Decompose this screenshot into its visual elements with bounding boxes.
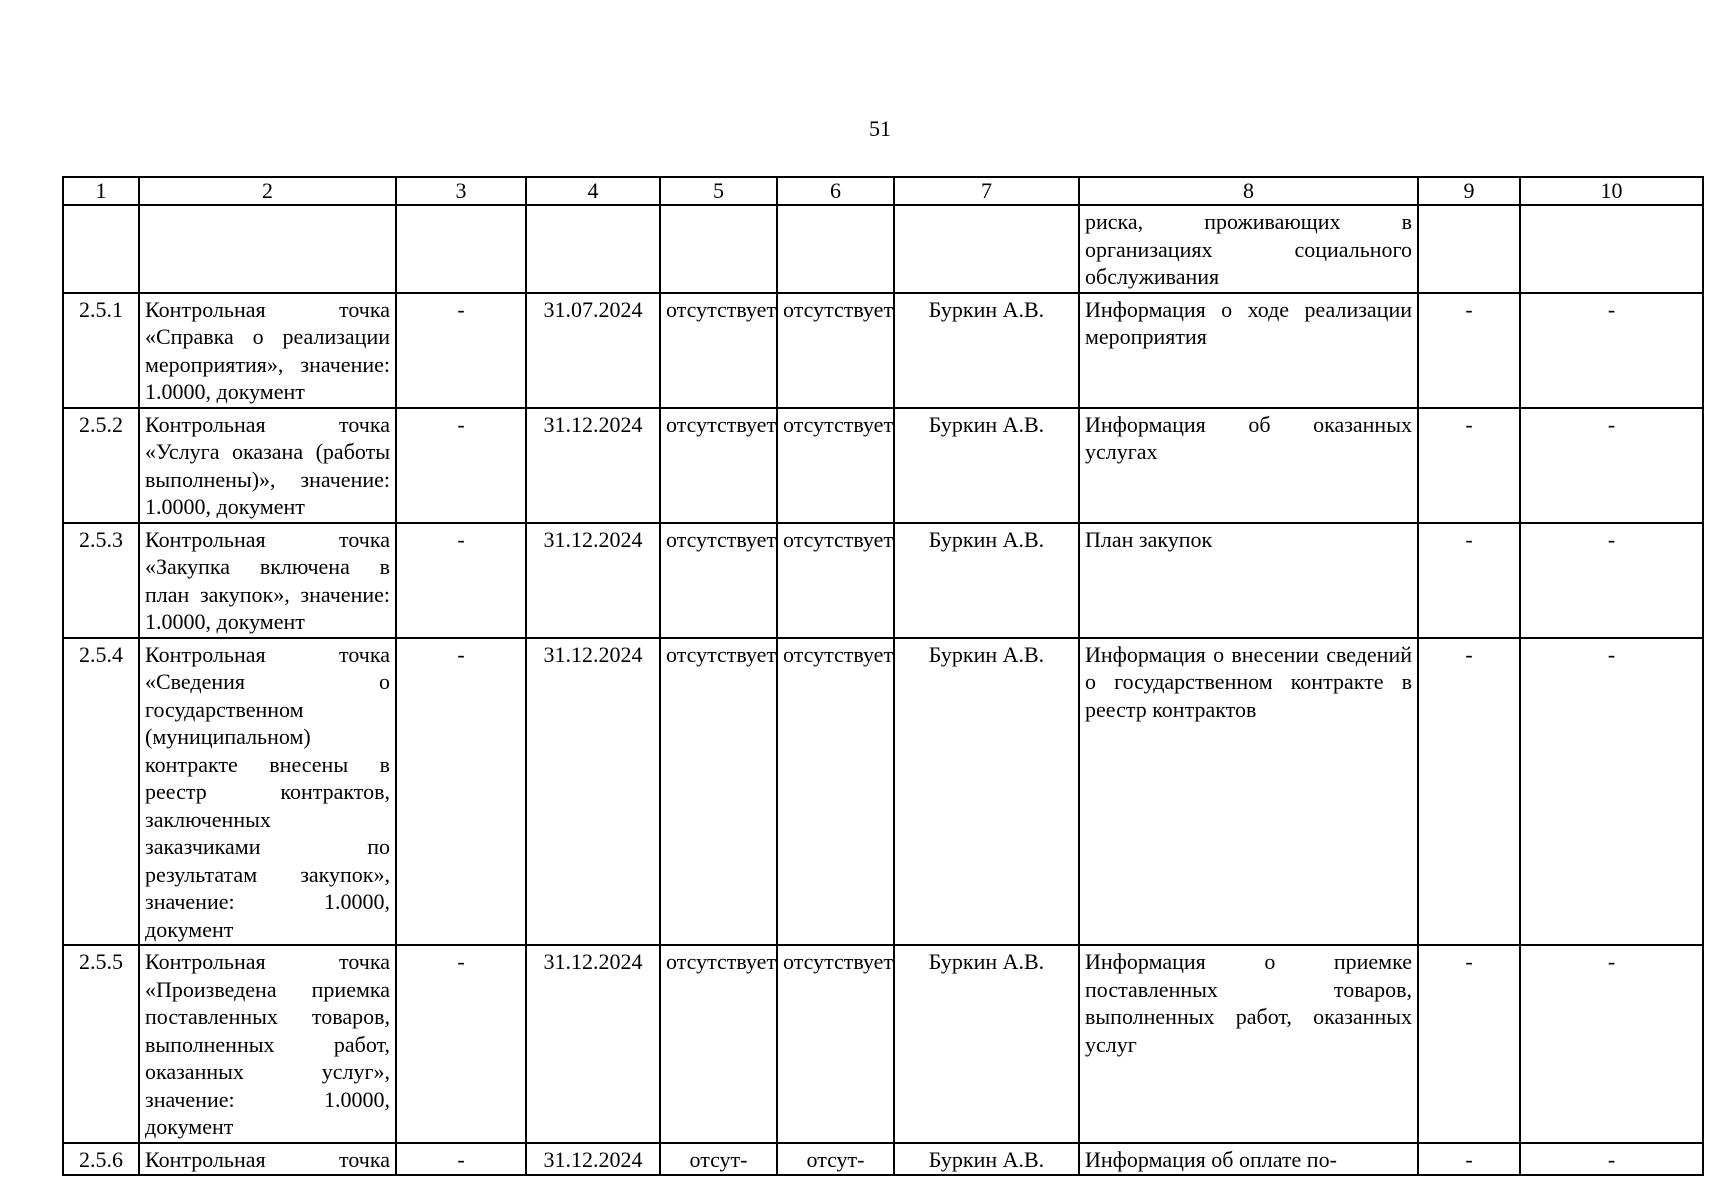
responsible-person: Буркин А.В. bbox=[894, 638, 1079, 946]
table-cell bbox=[660, 205, 777, 293]
row-number: 2.5.6 bbox=[63, 1143, 139, 1176]
table-row bbox=[63, 1143, 1703, 1176]
continuation-row bbox=[63, 205, 1703, 293]
control-point-name: Контрольная точка «Услуга оказана (работы выполнены)», значение: 1.0000, документ bbox=[139, 408, 396, 523]
column-5-value: отсутствует bbox=[660, 523, 777, 638]
column-header: 4 bbox=[526, 177, 660, 205]
table-cell bbox=[396, 205, 526, 293]
due-date: 31.12.2024 bbox=[526, 945, 660, 1143]
column-3-value: - bbox=[396, 408, 526, 523]
control-point-name: Контрольная точка «Произведена приемка поставленных товаров, выполненных работ, оказанных услуг», значение: 1.0000, документ bbox=[139, 945, 396, 1143]
due-date: 31.12.2024 bbox=[526, 638, 660, 946]
result-cell: Информация о приемке поставленных товаров, выполненных работ, оказанных услуг bbox=[1079, 945, 1418, 1143]
responsible-person: Буркин А.В. bbox=[894, 293, 1079, 408]
table-row bbox=[63, 408, 1703, 523]
column-header: 1 bbox=[63, 177, 139, 205]
table-cell bbox=[526, 205, 660, 293]
column-9-value: - bbox=[1418, 293, 1520, 408]
table-cell bbox=[894, 205, 1079, 293]
column-3-value: - bbox=[396, 293, 526, 408]
column-3-value: - bbox=[396, 523, 526, 638]
responsible-person: Буркин А.В. bbox=[894, 408, 1079, 523]
column-10-value: - bbox=[1520, 408, 1703, 523]
column-5-value: отсутствует bbox=[660, 293, 777, 408]
column-3-value: - bbox=[396, 638, 526, 946]
column-10-value: - bbox=[1520, 1143, 1703, 1176]
result-cell: Информация о внесении сведений о государственном контракте в реестр контрактов bbox=[1079, 638, 1418, 946]
table-cell bbox=[1520, 205, 1703, 293]
column-5-value: отсутствует bbox=[660, 638, 777, 946]
table-cell bbox=[139, 205, 396, 293]
column-10-value: - bbox=[1520, 638, 1703, 946]
column-3-value: - bbox=[396, 945, 526, 1143]
control-point-name: Контрольная точка «Сведения о государственном (муниципальном) контракте внесены в реестр контрактов, заключенных заказчиками по результатам закупок», значение: 1.0000, документ bbox=[139, 638, 396, 946]
column-header: 3 bbox=[396, 177, 526, 205]
table-row bbox=[63, 293, 1703, 408]
result-cell: План закупок bbox=[1079, 523, 1418, 638]
column-9-value: - bbox=[1418, 945, 1520, 1143]
table-cell bbox=[777, 205, 894, 293]
column-5-value: отсутствует bbox=[660, 408, 777, 523]
result-cell: Информация об оказанных услугах bbox=[1079, 408, 1418, 523]
column-10-value: - bbox=[1520, 293, 1703, 408]
due-date: 31.12.2024 bbox=[526, 523, 660, 638]
column-header: 9 bbox=[1418, 177, 1520, 205]
column-5-value: отсут- bbox=[660, 1143, 777, 1176]
table-cell bbox=[63, 205, 139, 293]
control-point-name: Контрольная точка «Справка о реализации мероприятия», значение: 1.0000, документ bbox=[139, 293, 396, 408]
row-number: 2.5.4 bbox=[63, 638, 139, 946]
column-header: 6 bbox=[777, 177, 894, 205]
column-6-value: отсут- bbox=[777, 1143, 894, 1176]
column-6-value: отсутствует bbox=[777, 638, 894, 946]
column-header: 5 bbox=[660, 177, 777, 205]
column-number-header-row bbox=[63, 177, 1703, 205]
control-points-table bbox=[62, 176, 1704, 1176]
column-header: 7 bbox=[894, 177, 1079, 205]
column-9-value: - bbox=[1418, 523, 1520, 638]
page-number: 51 bbox=[869, 116, 891, 141]
column-header: 2 bbox=[139, 177, 396, 205]
result-cell: Информация о ходе реализации мероприятия bbox=[1079, 293, 1418, 408]
table-cell bbox=[1418, 205, 1520, 293]
result-cell: Информация об оплате по- bbox=[1079, 1143, 1418, 1176]
column-header: 10 bbox=[1520, 177, 1703, 205]
row-number: 2.5.3 bbox=[63, 523, 139, 638]
column-9-value: - bbox=[1418, 638, 1520, 946]
due-date: 31.07.2024 bbox=[526, 293, 660, 408]
responsible-person: Буркин А.В. bbox=[894, 1143, 1079, 1176]
control-point-name: Контрольная точка bbox=[139, 1143, 396, 1176]
column-6-value: отсутствует bbox=[777, 523, 894, 638]
column-5-value: отсутствует bbox=[660, 945, 777, 1143]
responsible-person: Буркин А.В. bbox=[894, 945, 1079, 1143]
due-date: 31.12.2024 bbox=[526, 408, 660, 523]
column-6-value: отсутствует bbox=[777, 293, 894, 408]
column-6-value: отсутствует bbox=[777, 945, 894, 1143]
due-date: 31.12.2024 bbox=[526, 1143, 660, 1176]
table-row bbox=[63, 523, 1703, 638]
row-number: 2.5.2 bbox=[63, 408, 139, 523]
column-6-value: отсутствует bbox=[777, 408, 894, 523]
column-9-value: - bbox=[1418, 1143, 1520, 1176]
row-number: 2.5.1 bbox=[63, 293, 139, 408]
column-10-value: - bbox=[1520, 523, 1703, 638]
responsible-person: Буркин А.В. bbox=[894, 523, 1079, 638]
column-3-value: - bbox=[396, 1143, 526, 1176]
table-row bbox=[63, 638, 1703, 946]
column-header: 8 bbox=[1079, 177, 1418, 205]
table-row bbox=[63, 945, 1703, 1143]
column-10-value: - bbox=[1520, 945, 1703, 1143]
control-point-name: Контрольная точка «Закупка включена в план закупок», значение: 1.0000, документ bbox=[139, 523, 396, 638]
column-9-value: - bbox=[1418, 408, 1520, 523]
result-cell: риска, проживающих в организациях социального обслуживания bbox=[1079, 205, 1418, 293]
row-number: 2.5.5 bbox=[63, 945, 139, 1143]
